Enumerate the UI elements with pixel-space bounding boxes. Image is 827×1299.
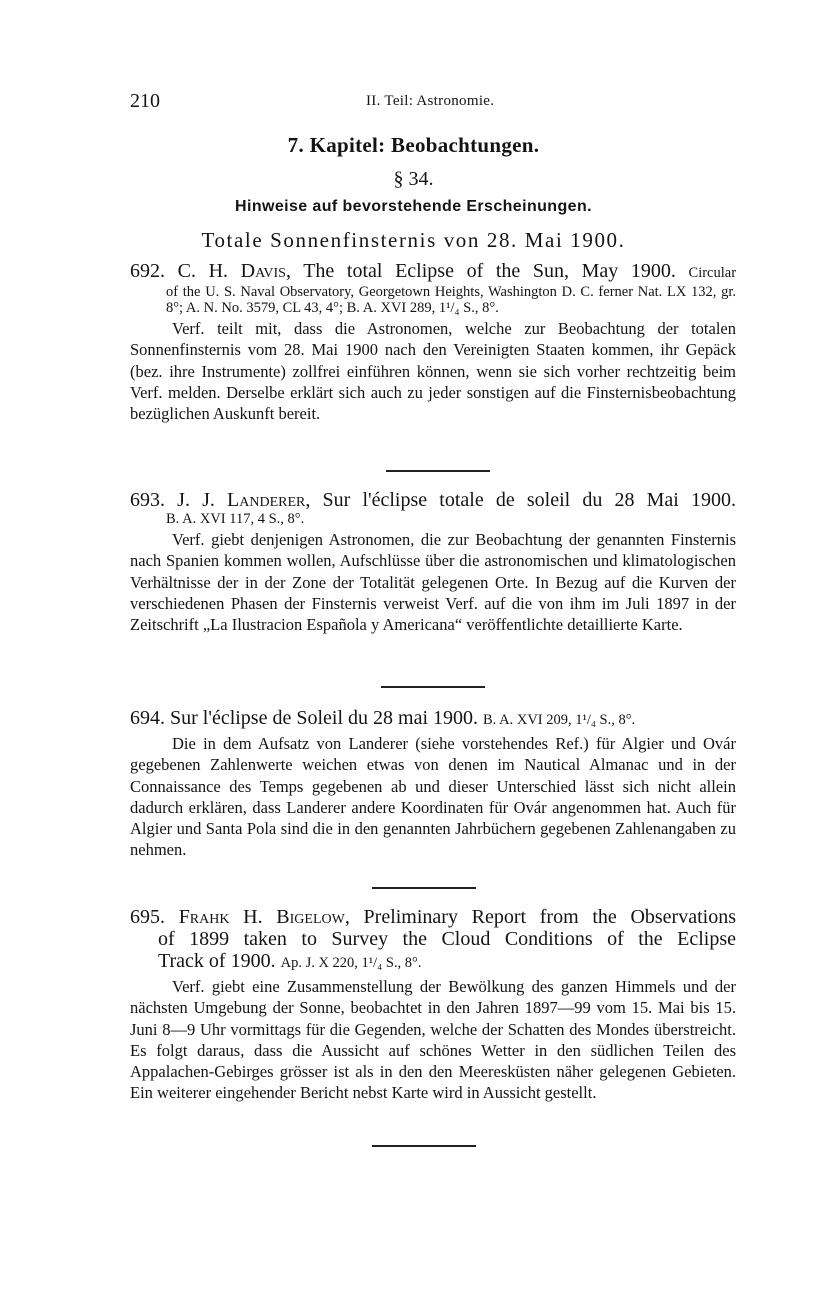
entry-number: 695. [130,906,165,928]
entry-number: 694. [130,707,165,729]
separator-rule [372,1145,476,1147]
entry-title: Sur l'éclipse de Soleil du 28 mai 1900. [170,707,479,729]
page-number: 210 [130,90,160,112]
entry-695 [130,906,736,1104]
entry-author: Frahk H. Bigelow, [178,906,350,928]
entry-author: J. J. Landerer, [177,489,311,511]
entry-693 [130,489,736,635]
entry-title-track: Track of 1900. [158,950,276,972]
chapter-title: 7. Kapitel: Beobachtungen. [287,133,540,157]
entry-body: Verf. giebt denjenigen Astronomen, die zur Beobachtung der genannten Finsternis nach Spanien kommen wollen, Aufschlüsse über die astronomischen und klimatologischen Verhältnisse der in der Zone der Totalität gelegenen Orte. In Bezug auf die Kurven der verschiedenen Phasen der Finsternis verweist Verf. auf die von ihm im Juli 1897 in der Zeitschrift „La Ilustracion Española y Americana“ veröffentlichte detaillierte Karte. [130,530,736,635]
separator-rule [381,686,485,688]
entry-citation: Circular [688,265,737,281]
entry-number: 692. [130,260,165,282]
entry-citation: B. A. XVI 117, 4 S., 8°. [166,511,305,527]
entry-heading [130,489,736,511]
entry-body: Verf. teilt mit, dass die Astronomen, welche zur Beobachtung der totalen Sonnenfinsternis vom 28. Mai 1900 nach den Vereinigten Staaten kommen, ihr Gepäck (bez. ihre Instrumente) zollfrei einführen können, wenn sie sich vorher rechtzeitig beim Verf. melden. Derselbe erklärt sich auch zu jeder sonstigen auf die Finsternisbeobachtung bezüglichen Auskunft bereit. [130,319,736,424]
separator-rule [386,470,490,472]
entry-692 [130,260,736,424]
entry-heading [130,906,736,928]
entry-heading [130,707,736,731]
entry-body: Verf. giebt eine Zusammenstellung der Bewölkung des ganzen Himmels und der nächsten Umgebung der Sonne, beobachtet in den Jahren 1897—99 vom 15. Mai bis 15. Juni 8—9 Uhr vormittags für die Gegenden, welche der Schatten des Mondes überstreicht. Es folgt daraus, dass die Aussicht auf schönes Wetter in den südlichen Teilen des Appalachen-Gebirges grösser ist als in den den Meeresküsten näher gelegenen Gebieten. Ein weiterer eingehender Bericht nebst Karte wird in Aussicht gestellt. [130,977,736,1103]
entry-heading [130,260,736,284]
running-head: II. Teil: Astronomie. [366,93,495,109]
entry-title: Sur l'éclipse totale de soleil du 28 Mai 1900. [322,489,737,511]
entry-number: 693. [130,489,165,511]
entry-694 [130,707,736,861]
entry-author: C. H. Davis, [177,260,291,282]
section-number: § 34. [393,168,434,190]
entry-title-continued: of 1899 taken to Survey the Cloud Conditions of the Eclipse [158,928,736,950]
entry-citation: Ap. J. X 220, 1¹/₄ S., 8°. [280,955,422,971]
page-header [130,90,732,114]
entry-title-end [130,950,736,974]
section-subtitle: Totale Sonnenfinsternis von 28. Mai 1900. [201,228,626,252]
entry-body: Die in dem Aufsatz von Landerer (siehe vorstehendes Ref.) für Algier und Ovár gegebenen Zahlenwerte weichen etwas von denen im Nautical Almanac und in der Connaissance des Temps gegebenen ab und dieser Unterschied lässt sich nicht allein dadurch erklären, dass Landerer andere Koordinaten für Ovár angenommen hat. Auch für Algier und Santa Pola sind die in den genannten Jahrbüchern gegebenen Zahlenangaben zu nehmen. [130,734,736,860]
section-title: Hinweise auf bevorstehende Erscheinungen. [235,198,592,215]
entry-citation: B. A. XVI 209, 1¹/₄ S., 8°. [483,712,636,728]
entry-citation-continued: of the U. S. Naval Observatory, Georgetown Heights, Washington D. C. ferner Nat. LX 132, gr. 8°; A. N. No. 3579, CL 43, 4°; B. A. XVI 289, 1¹/₄ S., 8°. [166,284,736,316]
entry-title: The total Eclipse of the Sun, May 1900. [303,260,676,282]
entry-title: Preliminary Report from the Observations [363,906,736,928]
separator-rule [372,887,476,889]
